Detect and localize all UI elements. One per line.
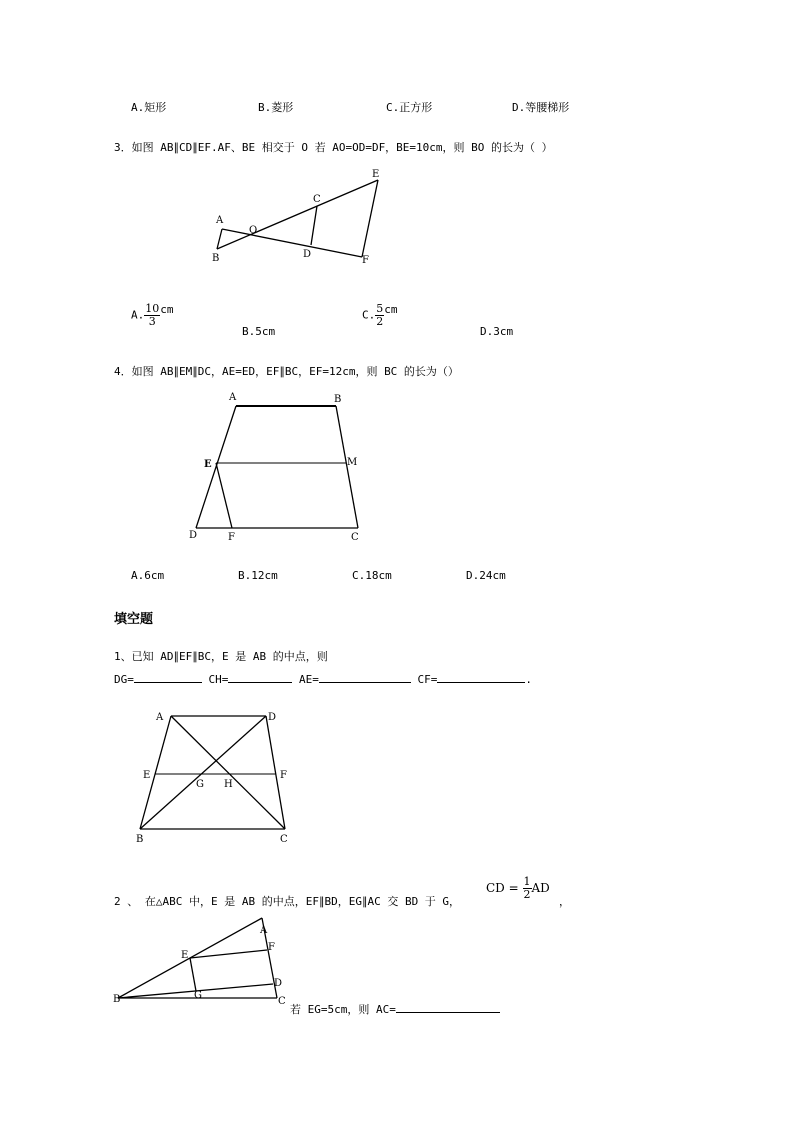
f2-label-c: C [278,996,286,1007]
q3-label-c: C [313,194,321,205]
f2-answer-line: 若 EG=5cm，则 AC= [290,1000,500,1017]
f1-question-text: 1、已知 AD∥EF∥BC，E 是 AB 的中点，则 [114,650,328,663]
f1-label-c: C [280,834,288,845]
f2-label-f: F [268,942,275,953]
ch-blank[interactable] [228,670,292,683]
q4-question-text: 4．如图 AB∥EM∥DC，AE=ED，EF∥BC，EF=12cm，则 BC 的长为（） [114,365,459,378]
ae-blank[interactable] [319,670,411,683]
dg-blank[interactable] [134,670,202,683]
q3-option-a: A. $\frac{10}{3}$ cm [131,302,174,329]
q2-option-c: C.正方形 [386,101,433,114]
f2-label-b: B [113,994,121,1005]
q4-label-e: E [204,459,212,470]
cf-blank[interactable] [437,670,525,683]
f2-label-e: E [181,950,189,961]
q3-label-o: O [249,225,258,236]
q4-label-m: M [347,457,358,468]
f2-label-d: D [274,978,283,989]
q4-label-a: A [229,392,237,403]
q3-option-d: D.3cm [480,325,514,338]
q4-label-f: F [228,532,235,543]
q3-label-f: F [362,255,369,266]
f2-comma: ， [559,895,570,908]
q4-option-a: A.6cm [131,569,165,582]
q3-label-e: E [372,169,380,180]
section-title: 填空题 [114,612,154,627]
f1-label-d: D [268,712,277,723]
q2-option-d: D.等腰梯形 [512,101,570,114]
f1-label-e: E [143,770,151,781]
q4-label-b: B [334,394,342,405]
ac-blank[interactable] [396,1000,500,1013]
q3-label-a: A [216,215,224,226]
q2-option-a: A.矩形 [131,101,167,114]
f2-label-a: A [260,925,268,936]
f2-equation: CD = $\frac{1}{2}$ AD [486,875,550,902]
f1-answer-line: DG= CH= AE= CF= . [114,670,532,686]
q2-option-b: B.菱形 [258,101,294,114]
q3-option-b: B.5cm [242,325,276,338]
f1-label-b: B [136,834,144,845]
q4-label-c: C [351,532,359,543]
q4-label-d: D [189,530,198,541]
q4-option-c: C.18cm [352,569,392,582]
f2-question-text: 2 、 在△ABC 中，E 是 AB 的中点，EF∥BD，EG∥AC 交 BD 于 G， [114,895,461,908]
f1-label-a: A [156,712,164,723]
q4-option-d: D.24cm [466,569,506,582]
f1-label-h: H [224,779,233,790]
q3-label-b: B [212,253,220,264]
q4-option-b: B.12cm [238,569,278,582]
q3-option-c: C. $\frac{5}{2}$ cm [362,302,398,329]
q3-question-text: 3．如图 AB∥CD∥EF.AF、BE 相交于 O 若 AO=OD=DF，BE=10cm，则 BO 的长为（ ） [114,141,553,154]
f1-label-g: G [196,779,204,790]
f1-label-f: F [280,770,287,781]
f2-label-g: G [194,990,202,1001]
q3-label-d: D [303,249,312,260]
